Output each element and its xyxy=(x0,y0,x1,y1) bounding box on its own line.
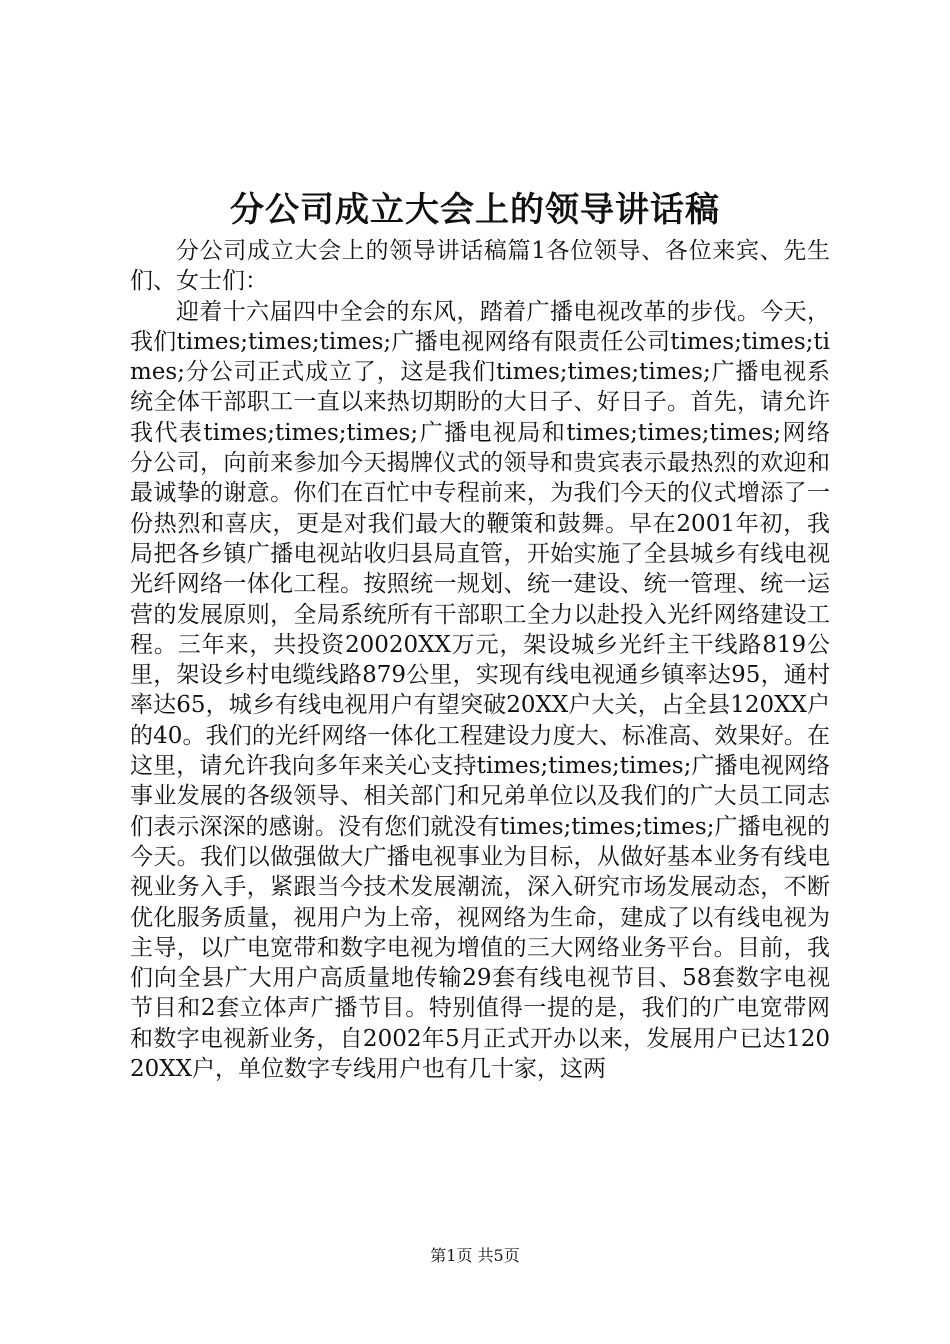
paragraph-salutation: 分公司成立大会上的领导讲话稿篇1各位领导、各位来宾、先生们、女士们： xyxy=(130,238,830,295)
document-body xyxy=(130,236,830,1084)
page-title: 分公司成立大会上的领导讲话稿 xyxy=(230,190,720,230)
paragraph-main: 迎着十六届四中全会的东风，踏着广播电视改革的步伐。今天，我们times;times;times;广播电视网络有限责任公司times;times;times;分公司正式成立了，这是我们times;times;times;广播电视系统全体干部职工一直以来热切期盼的大日子、好日子。首先，请允许我代表times;times;times;广播电视局和times;times;times;网络分公司，向前来参加今天揭牌仪式的领导和贵宾表示最热烈的欢迎和最诚挚的谢意。你们在百忙中专程前来，为我们今天的仪式增添了一份热烈和喜庆，更是对我们最大的鞭策和鼓舞。早在2001年初，我局把各乡镇广播电视站收归县局直管，开始实施了全县城乡有线电视光纤网络一体化工程。按照统一规划、统一建设、统一管理、统一运营的发展原则，全局系统所有干部职工全力以赴投入光纤网络建设工程。三年来，共投资20020XX万元，架设城乡光纤主干线路819公里，架设乡村电缆线路879公里，实现有线电视通乡镇率达95，通村率达65，城乡有线电视用户有望突破20XX户大关，占全县120XX户的40。我们的光纤网络一体化工程建设力度大、标准高、效果好。在这里，请允许我向多年来关心支持times;times;times;广播电视网络事业发展的各级领导、相关部门和兄弟单位以及我们的广大员工同志们表示深深的感谢。没有您们就没有times;times;times;广播电视的今天。我们以做强做大广播电视事业为目标，从做好基本业务有线电视业务入手，紧跟当今技术发展潮流，深入研究市场发展动态，不断优化服务质量，视用户为上帝，视网络为生命，建成了以有线电视为主导，以广电宽带和数字电视为增值的三大网络业务平台。目前，我们向全县广大用户高质量地传输29套有线电视节目、58套数字电视节目和2套立体声广播节目。特别值得一提的是，我们的广电宽带网和数字电视新业务，自2002年5月正式开办以来，发展用户已达12020XX户，单位数字专线用户也有几十家，这两 xyxy=(130,298,830,1083)
page-number: 第1页 共5页 xyxy=(430,1246,520,1265)
